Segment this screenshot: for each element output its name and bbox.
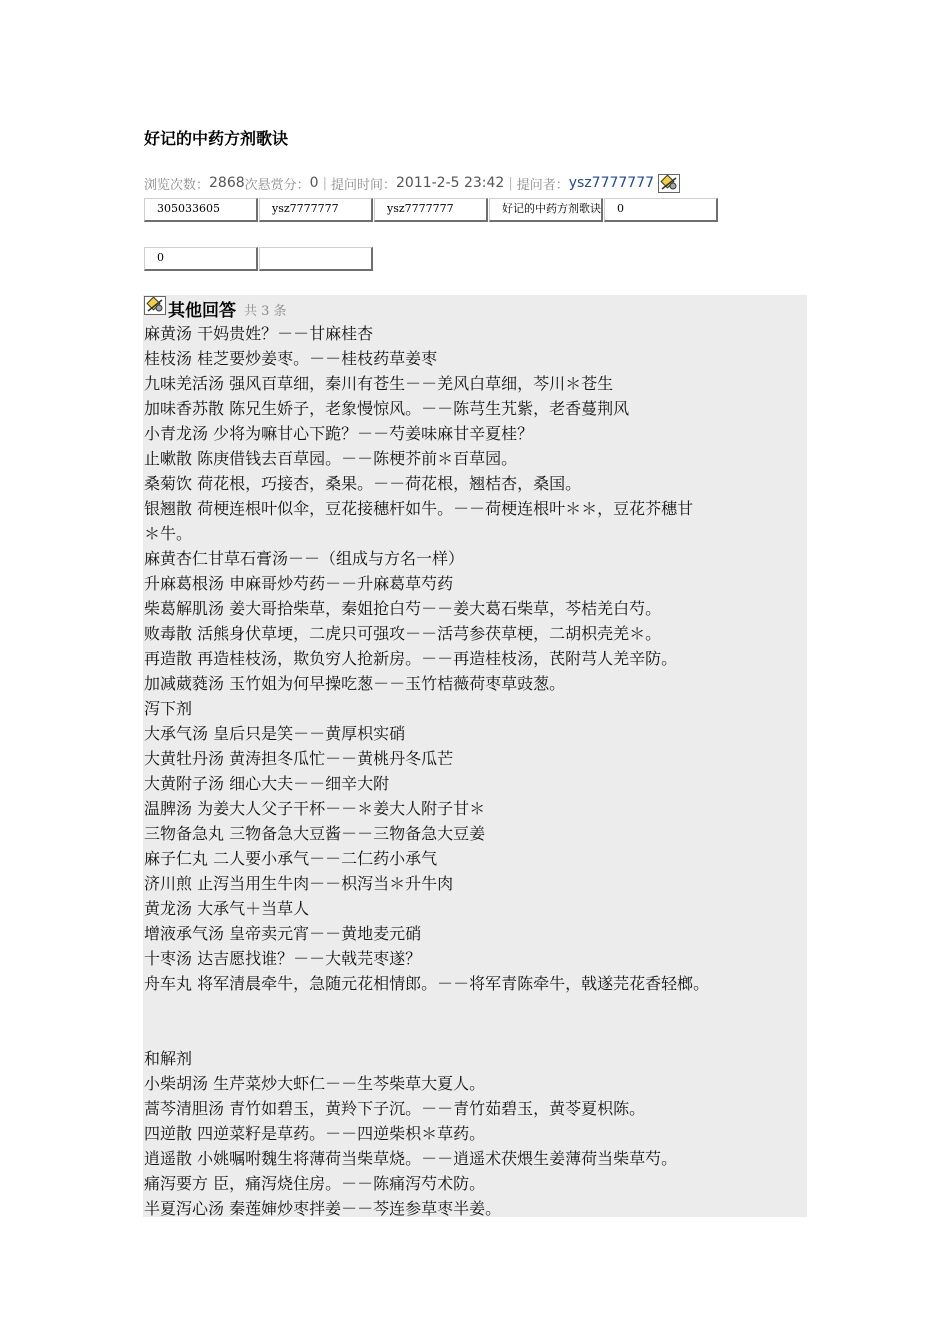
answer-text [144,321,824,1221]
field-empty [259,247,373,271]
asker-link[interactable]: ysz7777777 [568,175,655,191]
answer-line: 柴葛解肌汤 姜大哥拾柴草，秦姐抢白芍－－姜大葛石柴草，芩桔羌白芍。 [144,599,662,618]
answer-line: 济川煎 止泻当用生牛肉－－枳泻当＊升牛肉 [144,874,454,893]
answer-line: 大承气汤 皇后只是笑－－黄厚枳实硝 [144,724,406,743]
answer-line: 温脾汤 为姜大人父子干杯－－＊姜大人附子甘＊ [144,799,486,818]
page-title: 好记的中药方剂歌诀 [144,129,289,148]
answer-line: 加味香苏散 陈兄生娇子，老象慢惊风。－－陈芎生艽紫，老香蔓荆风 [144,399,630,418]
answer-line: 大黄附子汤 细心大夫－－细辛大附 [144,774,390,793]
field-id: 305033605 [144,198,258,222]
answer-line: 再造散 再造桂枝汤，欺负穷人抢新房。－－再造桂枝汤，芪附芎人羌辛防。 [144,649,678,668]
reward-value: 0 [309,175,319,191]
rating-badge-icon [658,174,680,193]
answers-count: 共 3 条 [244,303,287,319]
answer-line: 三物备急丸 三物备急大豆酱－－三物备急大豆姜 [144,824,486,843]
answer-line: 九味羌活汤 强风百草细，秦川有苍生－－羌风白草细，芩川＊苍生 [144,374,614,393]
answer-line: 败毒散 活熊身伏草埂，二虎只可强攻－－活芎参茯草梗，二胡枳壳羌＊。 [144,624,662,643]
views-count: 2868 [209,175,245,191]
answer-line: 升麻葛根汤 申麻哥炒芍药－－升麻葛草芍药 [144,574,454,593]
answer-line: 银翘散 荷梗连根叶似伞，豆花接穗杆如牛。－－荷梗连根叶＊＊，豆花芥穗甘 [144,499,694,518]
field-user-2: ysz7777777 [374,198,488,222]
answers-header [143,295,287,321]
answer-line: 加减葳蕤汤 玉竹姐为何早操吃葱－－玉竹桔薇荷枣草豉葱。 [144,674,566,693]
answer-line: 止嗽散 陈庚借钱去百草园。－－陈梗芥前＊百草园。 [144,449,518,468]
answer-line: 痛泻要方 臣，痛泻烧住房。－－陈痛泻芍术防。 [144,1174,486,1193]
answer-line: 逍遥散 小姚嘱咐魏生将薄荷当柴草烧。－－逍遥术茯煨生姜薄荷当柴草芍。 [144,1149,678,1168]
answer-line: 舟车丸 将军清晨牵牛，急随元花相情郎。－－将军青陈牵牛，戟遂芫花香轻榔。 [144,974,710,993]
answer-line: 麻子仁丸 二人要小承气－－二仁药小承气 [144,849,438,868]
reward-label: 次悬赏分： [244,177,310,193]
field-title: 好记的中药方剂歌诀 [489,198,603,222]
field-zero: 0 [144,247,258,271]
field-user: ysz7777777 [259,198,373,222]
answer-line: 四逆散 四逆菜籽是草药。－－四逆柴枳＊草药。 [144,1124,486,1143]
answer-badge-icon [144,296,166,315]
ask-time: 2011-2-5 23:42 [396,175,505,191]
answer-line: 麻黄汤 干妈贵姓？－－甘麻桂杏 [144,324,374,343]
answer-line [144,1021,824,1046]
time-label: 提问时间： [330,177,396,193]
answer-line: 和解剂 [144,1049,193,1068]
field-score: 0 [604,198,718,222]
question-meta [144,174,680,192]
answer-line: 小青龙汤 少将为嘛甘心下跪？－－芍姜味麻甘辛夏桂？ [144,424,534,443]
answer-line [144,996,824,1021]
answers-title: 其他回答 [168,300,236,321]
other-answers-section [143,295,807,1217]
asker-label: 提问者： [516,177,569,193]
answer-line: 蒿芩清胆汤 青竹如碧玉，黄羚下子沉。－－青竹茹碧玉，黄苓夏枳陈。 [144,1099,646,1118]
answer-line: ＊牛。 [144,524,193,543]
answer-line: 麻黄杏仁甘草石膏汤－－（组成与方名一样） [144,549,465,568]
answer-line: 增液承气汤 皇帝卖元宵－－黄地麦元硝 [144,924,422,943]
answer-line: 黄龙汤 大承气＋当草人 [144,899,310,918]
answer-line: 桂枝汤 桂芝要炒姜枣。－－桂枝药草姜枣 [144,349,438,368]
answer-line: 半夏泻心汤 秦莲婶炒枣拌姜－－芩连参草枣半姜。 [144,1199,502,1218]
separator: | [508,175,513,191]
answer-line: 桑菊饮 荷花根，巧接杏，桑果。－－荷花根，翘桔杏，桑国。 [144,474,582,493]
separator: | [322,175,327,191]
answer-line: 大黄牡丹汤 黄涛担冬瓜忙－－黄桃丹冬瓜芒 [144,749,454,768]
answer-line: 十枣汤 达吉愿找谁？－－大戟芫枣遂？ [144,949,422,968]
views-label: 浏览次数： [144,177,210,193]
answer-line: 小柴胡汤 生芹菜炒大虾仁－－生芩柴草大夏人。 [144,1074,486,1093]
answer-line: 泻下剂 [144,699,193,718]
